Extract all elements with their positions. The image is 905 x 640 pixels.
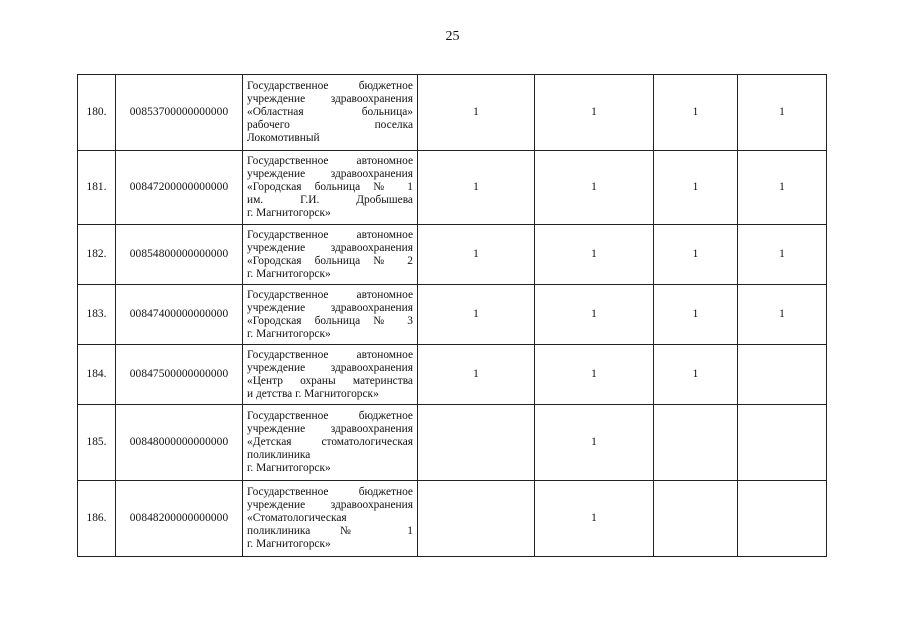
- value-cell-3: [654, 481, 738, 557]
- institution-name-line: рабочего поселка: [247, 119, 413, 131]
- institution-name-line: г. Магнитогорск»: [247, 267, 331, 280]
- institution-code: 00853700000000000: [116, 75, 243, 151]
- institution-name-line: учреждение здравоохранения: [247, 168, 413, 180]
- value-cell-3: 1: [654, 285, 738, 345]
- page-number: 25: [445, 29, 460, 44]
- value-cell-4: [738, 481, 827, 557]
- value-cell-1: 1: [418, 75, 535, 151]
- institution-name-line: учреждение здравоохранения: [247, 241, 413, 254]
- row-number: 184.: [78, 345, 116, 405]
- institution-name-line: Локомотивный: [247, 132, 320, 144]
- institution-name-line: Государственное автономное: [247, 228, 413, 241]
- value-cell-4: [738, 345, 827, 405]
- row-number: 182.: [78, 225, 116, 285]
- value-cell-3: 1: [654, 345, 738, 405]
- institution-code: 00847400000000000: [116, 285, 243, 345]
- table-row: [78, 75, 827, 151]
- value-cell-2: 1: [535, 285, 654, 345]
- institution-name: [243, 151, 418, 225]
- institution-name-line: учреждение здравоохранения: [247, 499, 413, 511]
- row-number: 185.: [78, 405, 116, 481]
- institution-name-line: Государственное бюджетное: [247, 80, 413, 92]
- row-number: 183.: [78, 285, 116, 345]
- institution-name-line: «Центр охраны материнства: [247, 374, 413, 387]
- institution-name-line: Государственное автономное: [247, 348, 413, 361]
- institution-name-line: г. Магнитогорск»: [247, 207, 331, 219]
- row-number: 186.: [78, 481, 116, 557]
- institution-name-line: г. Магнитогорск»: [247, 538, 331, 550]
- value-cell-1: 1: [418, 345, 535, 405]
- value-cell-4: [738, 405, 827, 481]
- institution-name: [243, 285, 418, 345]
- institution-name: [243, 481, 418, 557]
- institution-name-line: «Областная больница»: [247, 106, 413, 118]
- institution-name-line: им. Г.И. Дробышева: [247, 194, 413, 206]
- institution-code: 00848000000000000: [116, 405, 243, 481]
- institution-name: [243, 75, 418, 151]
- value-cell-4: 1: [738, 75, 827, 151]
- table-row: [78, 225, 827, 285]
- value-cell-3: [654, 405, 738, 481]
- institution-name-line: поликлиника № 1: [247, 525, 413, 537]
- institution-code: 00854800000000000: [116, 225, 243, 285]
- institution-name: [243, 405, 418, 481]
- value-cell-2: 1: [535, 151, 654, 225]
- value-cell-1: [418, 481, 535, 557]
- institution-code: 00848200000000000: [116, 481, 243, 557]
- institution-name-line: и детства г. Магнитогорск»: [247, 387, 379, 400]
- institution-name-line: учреждение здравоохранения: [247, 93, 413, 105]
- value-cell-2: 1: [535, 345, 654, 405]
- table-row: [78, 285, 827, 345]
- value-cell-1: 1: [418, 225, 535, 285]
- institution-code: 00847500000000000: [116, 345, 243, 405]
- value-cell-3: 1: [654, 225, 738, 285]
- institution-name-line: «Городская больница № 1: [247, 181, 413, 193]
- institution-name-line: учреждение здравоохранения: [247, 361, 413, 374]
- value-cell-1: 1: [418, 285, 535, 345]
- institution-name: [243, 345, 418, 405]
- value-cell-1: [418, 405, 535, 481]
- institution-code: 00847200000000000: [116, 151, 243, 225]
- table-row: [78, 481, 827, 557]
- value-cell-3: 1: [654, 151, 738, 225]
- row-number: 181.: [78, 151, 116, 225]
- value-cell-4: 1: [738, 285, 827, 345]
- value-cell-2: 1: [535, 225, 654, 285]
- institution-name-line: «Детская стоматологическая: [247, 436, 413, 448]
- institution-name-line: поликлиника: [247, 449, 311, 461]
- institution-name-line: Государственное автономное: [247, 155, 413, 167]
- institution-name: [243, 225, 418, 285]
- institution-name-line: г. Магнитогорск»: [247, 327, 331, 340]
- institution-name-line: Государственное бюджетное: [247, 486, 413, 498]
- institution-name-line: г. Магнитогорск»: [247, 462, 331, 474]
- table-row: [78, 405, 827, 481]
- institution-name-line: учреждение здравоохранения: [247, 301, 413, 314]
- row-number: 180.: [78, 75, 116, 151]
- institution-name-line: «Городская больница № 2: [247, 254, 413, 267]
- value-cell-1: 1: [418, 151, 535, 225]
- institution-name-line: учреждение здравоохранения: [247, 423, 413, 435]
- institutions-table: [77, 74, 827, 557]
- value-cell-4: 1: [738, 225, 827, 285]
- table-row: [78, 345, 827, 405]
- institution-name-line: «Стоматологическая: [247, 512, 347, 524]
- value-cell-4: 1: [738, 151, 827, 225]
- table-row: [78, 151, 827, 225]
- value-cell-2: 1: [535, 405, 654, 481]
- institution-name-line: «Городская больница № 3: [247, 314, 413, 327]
- value-cell-2: 1: [535, 75, 654, 151]
- institution-name-line: Государственное бюджетное: [247, 410, 413, 422]
- value-cell-3: 1: [654, 75, 738, 151]
- institution-name-line: Государственное автономное: [247, 288, 413, 301]
- value-cell-2: 1: [535, 481, 654, 557]
